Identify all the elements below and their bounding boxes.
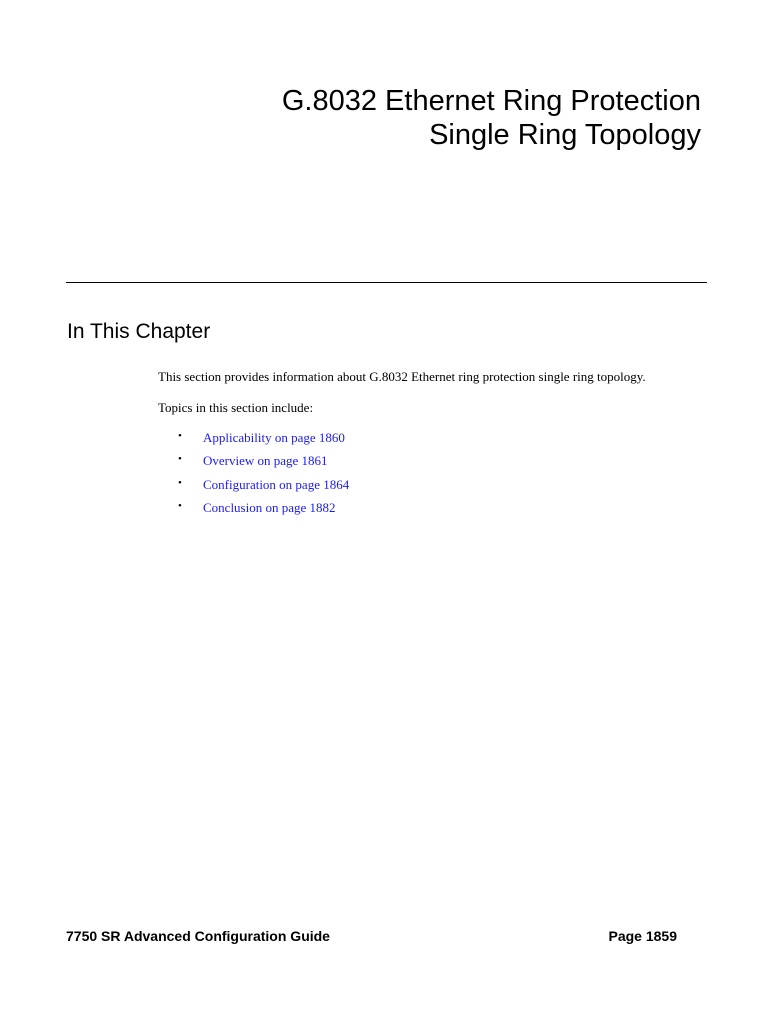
- topic-link-overview[interactable]: Overview on page 1861: [203, 453, 328, 469]
- chapter-title-line-2: Single Ring Topology: [429, 119, 701, 151]
- section-heading: In This Chapter: [67, 320, 211, 343]
- topics-lead-text: Topics in this section include:: [158, 400, 314, 415]
- bullet-icon: •: [178, 499, 182, 512]
- bullet-icon: •: [178, 476, 182, 489]
- horizontal-divider: [66, 282, 707, 283]
- bullet-icon: •: [178, 453, 182, 466]
- bullet-icon: •: [178, 430, 182, 442]
- footer-page-number: Page 1859: [608, 928, 677, 944]
- chapter-title-line-1: G.8032 Ethernet Ring Protection: [281, 85, 701, 117]
- topic-link-applicability[interactable]: Applicability on page 1860: [203, 430, 345, 445]
- section-intro-text: This section provides information about G.8032 Ethernet ring protection single ring topology.: [158, 369, 646, 384]
- topic-link-conclusion[interactable]: Conclusion on page 1882: [203, 499, 336, 515]
- chapter-title: [282, 84, 701, 152]
- footer-guide-title: 7750 SR Advanced Configuration Guide: [66, 928, 330, 944]
- topic-link-configuration[interactable]: Configuration on page 1864: [203, 476, 350, 492]
